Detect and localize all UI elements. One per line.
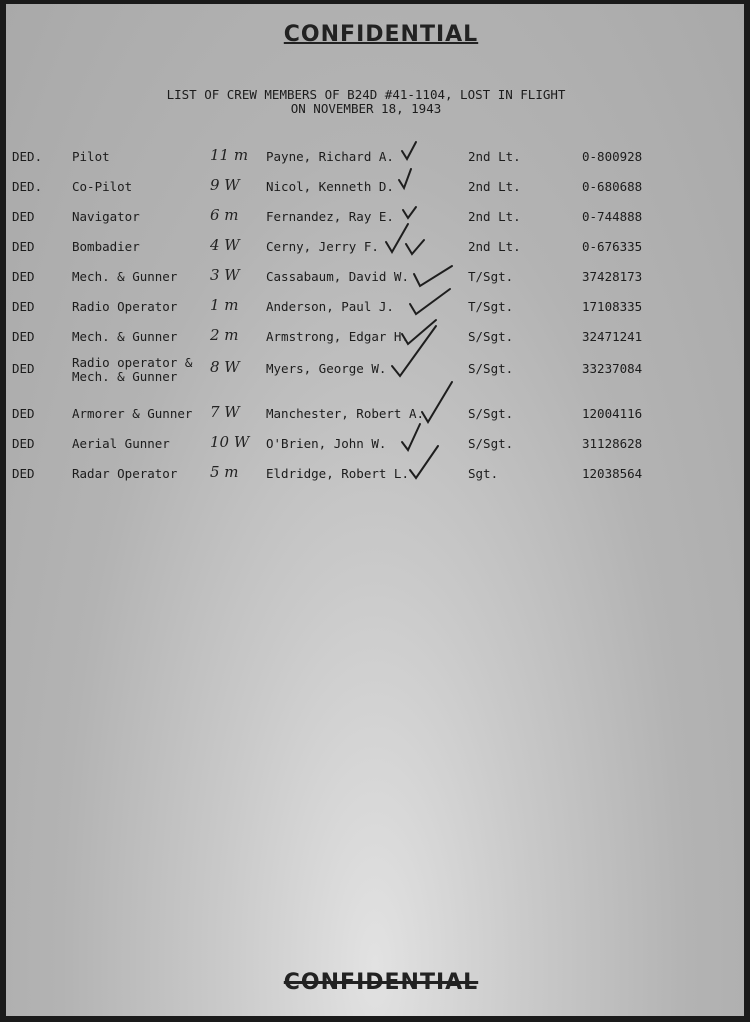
handwritten-mark: 7 W (210, 403, 240, 421)
crew-serial: 17108335 (582, 299, 643, 314)
check-mark-icon (403, 207, 416, 218)
check-mark-icon (392, 326, 436, 376)
crew-serial: 0-680688 (582, 179, 643, 194)
crew-position: Armorer & Gunner (72, 406, 193, 421)
check-mark-icon (386, 224, 408, 252)
crew-serial: 12038564 (582, 466, 643, 481)
crew-name: Armstrong, Edgar H. (266, 329, 409, 344)
crew-serial: 37428173 (582, 269, 643, 284)
check-mark-icon (406, 240, 424, 254)
title-line-2: ON NOVEMBER 18, 1943 (290, 101, 442, 116)
crew-position: Mech. & Gunner (72, 269, 178, 284)
crew-name: Cassabaum, David W. (266, 269, 409, 284)
crew-status: DED (12, 299, 35, 314)
check-mark-icon (410, 289, 450, 314)
crew-name: Myers, George W. (266, 361, 387, 376)
crew-position: Radio operator & (72, 355, 193, 370)
crew-name: O'Brien, John W. (266, 436, 387, 451)
check-mark-icon (410, 446, 438, 478)
crew-position: Aerial Gunner (72, 436, 170, 451)
crew-name: Payne, Richard A. (266, 149, 394, 164)
crew-name: Eldridge, Robert L. (266, 466, 409, 481)
crew-position: Co-Pilot (72, 179, 133, 194)
check-mark-icon (399, 169, 411, 188)
crew-rank: S/Sgt. (468, 406, 514, 421)
crew-status: DED (12, 406, 35, 421)
crew-status: DED (12, 269, 35, 284)
handwritten-check-marks (6, 4, 744, 524)
crew-rank: 2nd Lt. (468, 149, 521, 164)
check-mark-icon (402, 424, 420, 450)
crew-position: Bombadier (72, 239, 140, 254)
handwritten-mark: 8 W (210, 358, 240, 376)
crew-serial: 12004116 (582, 406, 643, 421)
crew-serial: 31128628 (582, 436, 643, 451)
handwritten-mark: 1 m (210, 296, 239, 314)
crew-name: Nicol, Kenneth D. (266, 179, 394, 194)
handwritten-mark: 11 m (210, 146, 249, 164)
crew-status: DED (12, 466, 35, 481)
crew-status: DED (12, 361, 35, 376)
crew-status: DED (12, 436, 35, 451)
check-mark-icon (414, 266, 452, 286)
handwritten-mark: 10 W (210, 433, 250, 451)
crew-position: Radio Operator (72, 299, 178, 314)
title-line-1: LIST OF CREW MEMBERS OF B24D #41-1104, LOST IN FLIGHT (166, 87, 566, 102)
crew-rank: S/Sgt. (468, 436, 514, 451)
crew-rank: 2nd Lt. (468, 209, 521, 224)
check-mark-icon (422, 382, 452, 422)
handwritten-mark: 6 m (210, 206, 239, 224)
crew-position: Pilot (72, 149, 110, 164)
document-page (6, 4, 744, 1016)
crew-name: Manchester, Robert A. (266, 406, 425, 421)
crew-rank: Sgt. (468, 466, 499, 481)
crew-name: Cerny, Jerry F. (266, 239, 379, 254)
crew-rank: 2nd Lt. (468, 179, 521, 194)
crew-status: DED (12, 239, 35, 254)
classification-stamp-top: CONFIDENTIAL (283, 22, 479, 47)
handwritten-mark: 9 W (210, 176, 240, 194)
crew-serial: 32471241 (582, 329, 643, 344)
crew-serial: 33237084 (582, 361, 643, 376)
crew-status: DED (12, 329, 35, 344)
crew-rank: T/Sgt. (468, 269, 514, 284)
classification-stamp-bottom: CONFIDENTIAL (283, 970, 479, 995)
handwritten-mark: 2 m (210, 326, 239, 344)
crew-status: DED. (12, 149, 43, 164)
crew-serial: 0-800928 (582, 149, 643, 164)
crew-position: Mech. & Gunner (72, 329, 178, 344)
crew-rank: T/Sgt. (468, 299, 514, 314)
crew-position-line-2: Mech. & Gunner (72, 369, 178, 384)
crew-name: Anderson, Paul J. (266, 299, 394, 314)
crew-status: DED. (12, 179, 43, 194)
crew-status: DED (12, 209, 35, 224)
crew-rank: S/Sgt. (468, 361, 514, 376)
handwritten-mark: 3 W (210, 266, 240, 284)
crew-position: Radar Operator (72, 466, 178, 481)
handwritten-mark: 5 m (210, 463, 239, 481)
crew-serial: 0-744888 (582, 209, 643, 224)
crew-serial: 0-676335 (582, 239, 643, 254)
crew-rank: 2nd Lt. (468, 239, 521, 254)
handwritten-mark: 4 W (210, 236, 240, 254)
check-mark-icon (402, 142, 416, 159)
crew-position: Navigator (72, 209, 140, 224)
crew-rank: S/Sgt. (468, 329, 514, 344)
crew-name: Fernandez, Ray E. (266, 209, 394, 224)
